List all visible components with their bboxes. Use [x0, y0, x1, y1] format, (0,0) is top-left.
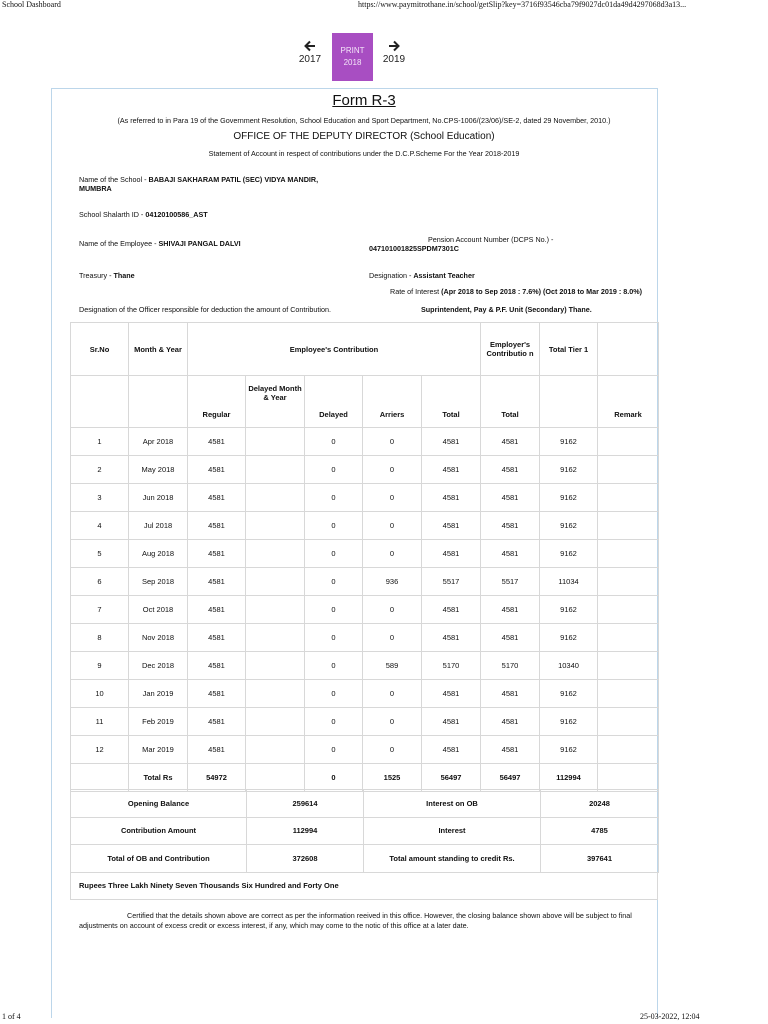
contribution-amount-label: Contribution Amount — [71, 817, 247, 845]
cell-sr-no: 9 — [71, 652, 129, 680]
interest-on-ob-label: Interest on OB — [364, 790, 541, 818]
cell-total: 4581 — [422, 708, 481, 736]
cell-regular: 4581 — [188, 456, 246, 484]
header-delayed-month-year: Delayed Month & Year — [246, 376, 305, 428]
shalarth-value: 04120100586_AST — [145, 210, 208, 219]
table-row — [71, 456, 659, 484]
cell-month: Aug 2018 — [129, 540, 188, 568]
cell-month: Nov 2018 — [129, 624, 188, 652]
cell-tier1: 9162 — [540, 708, 598, 736]
table-header-row — [71, 323, 659, 376]
cell-delayed: 0 — [305, 456, 363, 484]
school-shalarth-id — [79, 210, 208, 219]
totals-regular: 54972 — [188, 764, 246, 792]
cell-employer: 4581 — [481, 456, 540, 484]
cell-tier1: 10340 — [540, 652, 598, 680]
cell-employer: 4581 — [481, 540, 540, 568]
cell-arriers: 0 — [363, 484, 422, 512]
header-delayed: Delayed — [305, 376, 363, 428]
table-row — [71, 484, 659, 512]
cell-tier1: 9162 — [540, 456, 598, 484]
cell-delayed: 0 — [305, 680, 363, 708]
header-employer-total: Total — [481, 376, 540, 428]
print-page-title: School Dashboard — [2, 0, 61, 9]
cell-month: May 2018 — [129, 456, 188, 484]
employee-value: SHIVAJI PANGAL DALVI — [158, 239, 241, 248]
totals-tier1: 112994 — [540, 764, 598, 792]
cell-tier1: 11034 — [540, 568, 598, 596]
cell-delayed: 0 — [305, 624, 363, 652]
next-year-button[interactable] — [376, 39, 412, 65]
cell-sr-no: 4 — [71, 512, 129, 540]
print-page-url: https://www.paymitrothane.in/school/getSlip?key=3716f93546cba79f9027dc01da49d4297068d3a13... — [358, 0, 687, 9]
total-credit-value: 397641 — [541, 845, 659, 873]
pension-account-number — [369, 244, 459, 253]
year-navigation — [290, 33, 420, 81]
designation — [369, 271, 475, 280]
cell-tier1: 9162 — [540, 540, 598, 568]
table-row — [71, 708, 659, 736]
cell-delayed: 0 — [305, 484, 363, 512]
cell-month: Feb 2019 — [129, 708, 188, 736]
cell-month: Apr 2018 — [129, 428, 188, 456]
cell-remark — [598, 736, 659, 764]
table-row — [71, 568, 659, 596]
print-button[interactable] — [332, 33, 373, 81]
cell-tier1: 9162 — [540, 512, 598, 540]
cell-month: Jan 2019 — [129, 680, 188, 708]
arrow-left-icon — [292, 39, 328, 53]
table-subheader-row — [71, 376, 659, 428]
form-title: Form R-3 — [332, 92, 396, 109]
employee-label: Name of the Employee - — [79, 239, 159, 248]
cell-delayed-month — [246, 512, 305, 540]
cell-month: Sep 2018 — [129, 568, 188, 596]
cell-delayed-month — [246, 624, 305, 652]
cell-total: 4581 — [422, 484, 481, 512]
cell-regular: 4581 — [188, 624, 246, 652]
school-name-label: Name of the School - — [79, 175, 149, 184]
cell-arriers: 0 — [363, 428, 422, 456]
cell-employer: 4581 — [481, 428, 540, 456]
totals-total: 56497 — [422, 764, 481, 792]
header-total: Total — [422, 376, 481, 428]
interest-on-ob-value: 20248 — [541, 790, 659, 818]
totals-row — [71, 764, 659, 792]
totals-delayed-month — [246, 764, 305, 792]
table-row — [71, 736, 659, 764]
next-year-label: 2019 — [382, 54, 406, 65]
cell-employer: 4581 — [481, 736, 540, 764]
interest-label: Interest — [364, 817, 541, 845]
cell-total: 5517 — [422, 568, 481, 596]
print-page-number: 1 of 4 — [2, 1012, 21, 1021]
cell-tier1: 9162 — [540, 680, 598, 708]
cell-arriers: 0 — [363, 736, 422, 764]
rate-value: (Apr 2018 to Sep 2018 : 7.6%) (Oct 2018 to Mar 2019 : 8.0%) — [441, 287, 643, 296]
statement-line: Statement of Account in respect of contributions under the D.C.P.Scheme For the Year 2018-2019 — [208, 149, 520, 158]
previous-year-label: 2017 — [298, 54, 322, 65]
employee-name — [79, 239, 241, 248]
cell-sr-no: 7 — [71, 596, 129, 624]
print-header — [0, 0, 768, 14]
cell-regular: 4581 — [188, 736, 246, 764]
header-total-tier1: Total Tier 1 — [540, 323, 598, 376]
cell-delayed-month — [246, 456, 305, 484]
cell-delayed: 0 — [305, 428, 363, 456]
school-name-value: BABAJI SAKHARAM PATIL (SEC) VIDYA MANDIR, — [148, 175, 319, 184]
print-footer — [0, 1012, 768, 1024]
cell-tier1: 9162 — [540, 484, 598, 512]
opening-balance-label: Opening Balance — [71, 790, 247, 818]
header-remark: Remark — [598, 376, 659, 428]
cell-delayed-month — [246, 428, 305, 456]
cell-employer: 4581 — [481, 624, 540, 652]
cell-employer: 5517 — [481, 568, 540, 596]
designation-label: Designation - — [369, 271, 414, 280]
cell-delayed-month — [246, 484, 305, 512]
treasury-value: Thane — [113, 271, 135, 280]
totals-remark — [598, 764, 659, 792]
cell-sr-no: 10 — [71, 680, 129, 708]
totals-label: Total Rs — [129, 764, 188, 792]
cell-regular: 4581 — [188, 512, 246, 540]
cell-month: Jul 2018 — [129, 512, 188, 540]
shalarth-label: School Shalarth ID - — [79, 210, 146, 219]
table-row — [71, 512, 659, 540]
opening-balance-value: 259614 — [247, 790, 364, 818]
total-credit-label: Total amount standing to credit Rs. — [364, 845, 541, 873]
current-year-label: 2018 — [343, 58, 362, 67]
cell-delayed-month — [246, 568, 305, 596]
cell-tier1: 9162 — [540, 736, 598, 764]
cell-delayed-month — [246, 540, 305, 568]
contribution-amount-value: 112994 — [247, 817, 364, 845]
cell-employer: 5170 — [481, 652, 540, 680]
totals-delayed: 0 — [305, 764, 363, 792]
cell-sr-no: 1 — [71, 428, 129, 456]
cell-delayed-month — [246, 652, 305, 680]
cell-delayed-month — [246, 596, 305, 624]
gr-reference: (As referred to in Para 19 of the Government Resolution, School Education and Sport Department, No.CPS-1006/(23/06)/SE-2, dated 29 November, 2010.) — [117, 116, 611, 125]
cell-remark — [598, 428, 659, 456]
pension-account-label: Pension Account Number (DCPS No.) - — [428, 235, 554, 244]
cell-employer: 4581 — [481, 680, 540, 708]
table-row — [71, 652, 659, 680]
cell-total: 4581 — [422, 428, 481, 456]
totals-employer: 56497 — [481, 764, 540, 792]
table-body — [71, 428, 659, 764]
school-name-value-line2: MUMBRA — [79, 184, 112, 193]
subheader-blank-2 — [129, 376, 188, 428]
table-row — [71, 540, 659, 568]
header-employee-contribution: Employee's Contribution — [188, 323, 481, 376]
total-ob-contribution-label: Total of OB and Contribution — [71, 845, 247, 873]
cell-remark — [598, 456, 659, 484]
cell-remark — [598, 568, 659, 596]
amount-in-words: Rupees Three Lakh Ninety Seven Thousands Six Hundred and Forty One — [70, 872, 658, 900]
contribution-table — [70, 322, 659, 792]
cell-tier1: 9162 — [540, 428, 598, 456]
cell-arriers: 0 — [363, 540, 422, 568]
cell-delayed: 0 — [305, 736, 363, 764]
cell-total: 4581 — [422, 680, 481, 708]
school-name — [79, 175, 349, 193]
cell-delayed: 0 — [305, 652, 363, 680]
cell-regular: 4581 — [188, 540, 246, 568]
cell-arriers: 0 — [363, 708, 422, 736]
cell-regular: 4581 — [188, 652, 246, 680]
header-month-year: Month & Year — [129, 323, 188, 376]
table-row — [71, 428, 659, 456]
cell-total: 4581 — [422, 624, 481, 652]
cell-remark — [598, 512, 659, 540]
subheader-blank-1 — [71, 376, 129, 428]
cell-delayed: 0 — [305, 512, 363, 540]
cell-total: 4581 — [422, 736, 481, 764]
cell-sr-no: 3 — [71, 484, 129, 512]
header-sr-no: Sr.No — [71, 323, 129, 376]
cell-remark — [598, 624, 659, 652]
table-row — [71, 596, 659, 624]
totals-blank — [71, 764, 129, 792]
summary-table — [70, 789, 659, 873]
cell-sr-no: 11 — [71, 708, 129, 736]
previous-year-button[interactable] — [292, 39, 328, 65]
officer-designation — [421, 305, 592, 314]
cell-total: 4581 — [422, 512, 481, 540]
cell-arriers: 0 — [363, 624, 422, 652]
cell-sr-no: 2 — [71, 456, 129, 484]
cell-sr-no: 12 — [71, 736, 129, 764]
cell-tier1: 9162 — [540, 624, 598, 652]
cell-arriers: 0 — [363, 456, 422, 484]
cell-regular: 4581 — [188, 428, 246, 456]
office-name: OFFICE OF THE DEPUTY DIRECTOR (School Education) — [233, 131, 495, 142]
subheader-blank-3 — [540, 376, 598, 428]
header-regular: Regular — [188, 376, 246, 428]
cell-regular: 4581 — [188, 568, 246, 596]
cell-month: Jun 2018 — [129, 484, 188, 512]
cell-delayed-month — [246, 736, 305, 764]
cell-employer: 4581 — [481, 484, 540, 512]
cell-remark — [598, 708, 659, 736]
cell-remark — [598, 652, 659, 680]
cell-total: 4581 — [422, 540, 481, 568]
summary-row — [71, 845, 659, 873]
cell-delayed-month — [246, 680, 305, 708]
cell-sr-no: 5 — [71, 540, 129, 568]
interest-value: 4785 — [541, 817, 659, 845]
cell-arriers: 936 — [363, 568, 422, 596]
treasury — [79, 271, 135, 280]
cell-remark — [598, 680, 659, 708]
summary-row — [71, 790, 659, 818]
header-blank — [598, 323, 659, 376]
header-employer-contribution: Employer's Contributio n — [481, 323, 540, 376]
cell-month: Mar 2019 — [129, 736, 188, 764]
cell-delayed: 0 — [305, 568, 363, 596]
officer-designation-value: Suprintendent, Pay & P.F. Unit (Secondary) Thane. — [421, 305, 592, 314]
rate-label: Rate of Interest — [390, 287, 442, 296]
cell-employer: 4581 — [481, 596, 540, 624]
cell-tier1: 9162 — [540, 596, 598, 624]
cell-delayed-month — [246, 708, 305, 736]
cell-delayed: 0 — [305, 540, 363, 568]
arrow-right-icon — [376, 39, 412, 53]
cell-arriers: 0 — [363, 512, 422, 540]
cell-employer: 4581 — [481, 708, 540, 736]
table-row — [71, 680, 659, 708]
table-row — [71, 624, 659, 652]
totals-arriers: 1525 — [363, 764, 422, 792]
cell-arriers: 589 — [363, 652, 422, 680]
cell-remark — [598, 596, 659, 624]
officer-designation-label: Designation of the Officer responsible for deduction the amount of Contribution. — [79, 305, 331, 314]
print-datetime: 25-03-2022, 12:04 — [640, 1012, 700, 1021]
cell-regular: 4581 — [188, 484, 246, 512]
cell-total: 5170 — [422, 652, 481, 680]
cell-sr-no: 6 — [71, 568, 129, 596]
summary-row — [71, 817, 659, 845]
designation-value: Assistant Teacher — [413, 271, 475, 280]
cell-regular: 4581 — [188, 680, 246, 708]
cell-sr-no: 8 — [71, 624, 129, 652]
cell-employer: 4581 — [481, 512, 540, 540]
cell-arriers: 0 — [363, 680, 422, 708]
cell-remark — [598, 540, 659, 568]
cell-delayed: 0 — [305, 708, 363, 736]
cell-arriers: 0 — [363, 596, 422, 624]
cell-total: 4581 — [422, 596, 481, 624]
print-label: PRINT — [340, 46, 365, 55]
cell-regular: 4581 — [188, 596, 246, 624]
cell-month: Oct 2018 — [129, 596, 188, 624]
rate-of-interest — [390, 287, 642, 296]
treasury-label: Treasury - — [79, 271, 114, 280]
cell-regular: 4581 — [188, 708, 246, 736]
cell-month: Dec 2018 — [129, 652, 188, 680]
certification-text: Certified that the details shown above are correct as per the information reeived in this office. However, the closing balance shown above will be subject to final adjustments on account of excess credit or excess interest, if any, which may come to the notic of this office at a later date. — [79, 911, 632, 930]
cell-delayed: 0 — [305, 596, 363, 624]
cell-total: 4581 — [422, 456, 481, 484]
header-arriers: Arriers — [363, 376, 422, 428]
total-ob-contribution-value: 372608 — [247, 845, 364, 873]
pension-account-value: 047101001825SPDM7301C — [369, 244, 459, 253]
cell-remark — [598, 484, 659, 512]
